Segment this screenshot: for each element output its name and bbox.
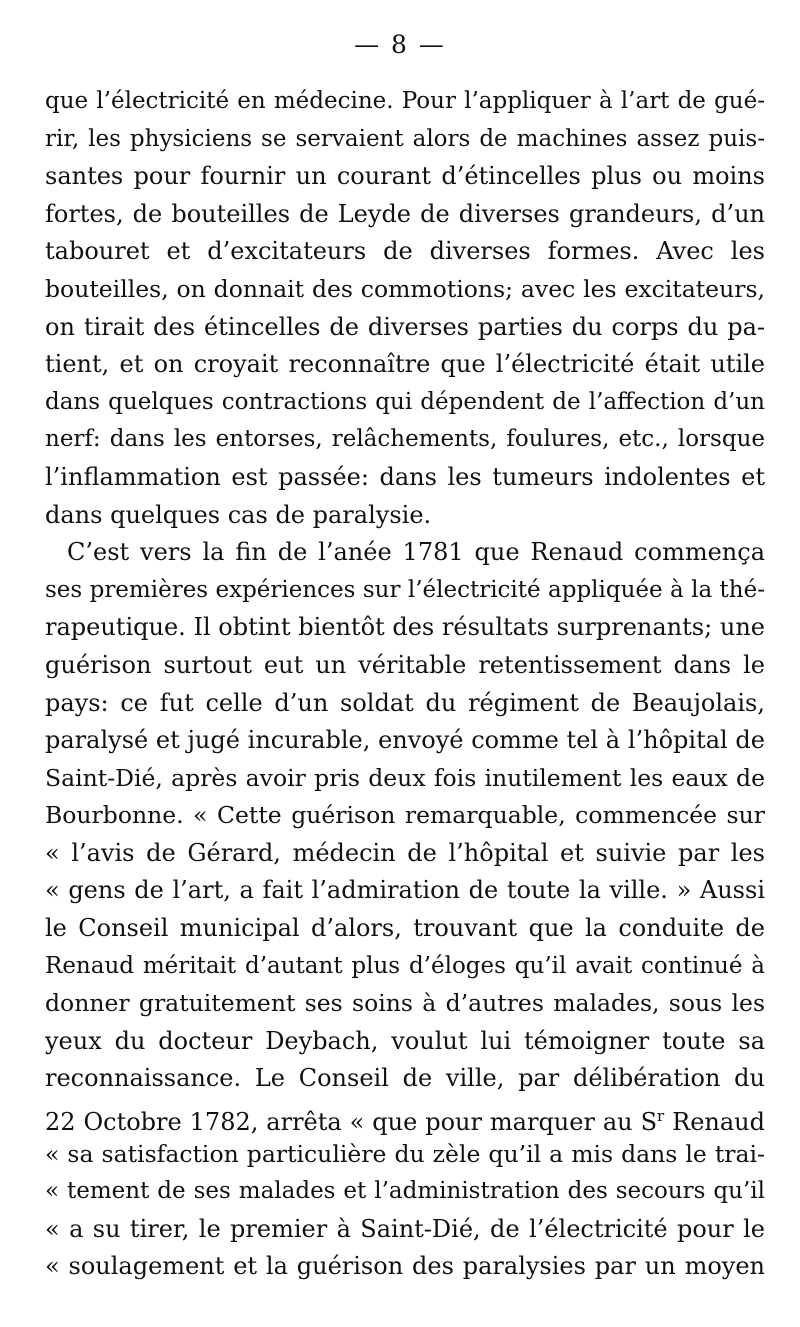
- page-number: — 8 —: [354, 30, 446, 59]
- text-line: pays: ce fut celle d’un soldat du régiment de Beaujolais,: [45, 688, 765, 717]
- text-line: reconnaissance. Le Conseil de ville, par délibération du: [45, 1064, 765, 1093]
- text-line: Saint-Dié, après avoir pris deux fois inutilement les eaux de: [45, 763, 765, 792]
- text-line: rir, les physiciens se servaient alors de machines assez puis-: [45, 125, 765, 152]
- text-line: « sa satisfaction particulière du zèle qu’il a mis dans le trai-: [45, 1139, 765, 1168]
- text-line: Renaud méritait d’autant plus d’éloges qu’il avait continué à: [45, 952, 765, 979]
- text-line: dans quelques contractions qui dépendent de l’affection d’un: [45, 388, 765, 415]
- text-line: le Conseil municipal d’alors, trouvant que la conduite de: [45, 914, 765, 943]
- text-line: rapeutique. Il obtint bientôt des résultats surprenants; une: [45, 613, 765, 642]
- text-line: ses premières expériences sur l’électricité appliquée à la thé-: [45, 576, 765, 603]
- line-text: 22 Octobre 1782, arrêta « que pour marquer au S: [45, 1108, 658, 1137]
- text-line: tabouret et d’excitateurs de diverses formes. Avec les: [45, 237, 765, 266]
- text-line: yeux du docteur Deybach, voulut lui témoigner toute sa: [45, 1026, 765, 1055]
- text-line: fortes, de bouteilles de Leyde de diverses grandeurs, d’un: [45, 199, 765, 228]
- text-line: on tirait des étincelles de diverses parties du corps du pa-: [45, 312, 765, 341]
- text-line: « a su tirer, le premier à Saint-Dié, de l’électricité pour le: [45, 1214, 765, 1243]
- text-line-with-superscript: [45, 1098, 765, 1136]
- text-line: nerf: dans les entorses, relâchements, foulures, etc., lorsque: [45, 426, 765, 453]
- text-line: « gens de l’art, a fait l’admiration de toute la ville. » Aussi: [45, 876, 765, 905]
- text-line: paralysé et jugé incurable, envoyé comme tel à l’hôpital de: [45, 726, 765, 755]
- text-line: l’inflammation est passée: dans les tumeurs indolentes et: [45, 462, 765, 491]
- line-text-end: Renaud: [664, 1108, 765, 1137]
- text-line: bouteilles, on donnait des commotions; avec les excitateurs,: [45, 274, 765, 303]
- text-line: que l’électricité en médecine. Pour l’appliquer à l’art de gué-: [45, 88, 765, 114]
- body-text: [45, 83, 765, 1286]
- text-line: « soulagement et la guérison des paralysies par un moyen: [45, 1252, 765, 1281]
- text-line: Bourbonne. « Cette guérison remarquable, commencée sur: [45, 801, 765, 830]
- text-line: « l’avis de Gérard, médecin de l’hôpital et suivie par les: [45, 838, 765, 867]
- superscript-r: r: [657, 1107, 665, 1126]
- text-line: guérison surtout eut un véritable retentissement dans le: [45, 650, 765, 679]
- text-line: dans quelques cas de paralysie.: [45, 500, 432, 529]
- paragraph-start-line: C’est vers la fin de l’anée 1781 que Renaud commença: [67, 538, 765, 567]
- text-line: santes pour fournir un courant d’étincelles plus ou moins: [45, 162, 765, 191]
- text-line: « tement de ses malades et l’administration des secours qu’il: [45, 1178, 765, 1205]
- text-line: donner gratuitement ses soins à d’autres malades, sous les: [45, 989, 765, 1018]
- text-line: tient, et on croyait reconnaître que l’électricité était utile: [45, 350, 765, 379]
